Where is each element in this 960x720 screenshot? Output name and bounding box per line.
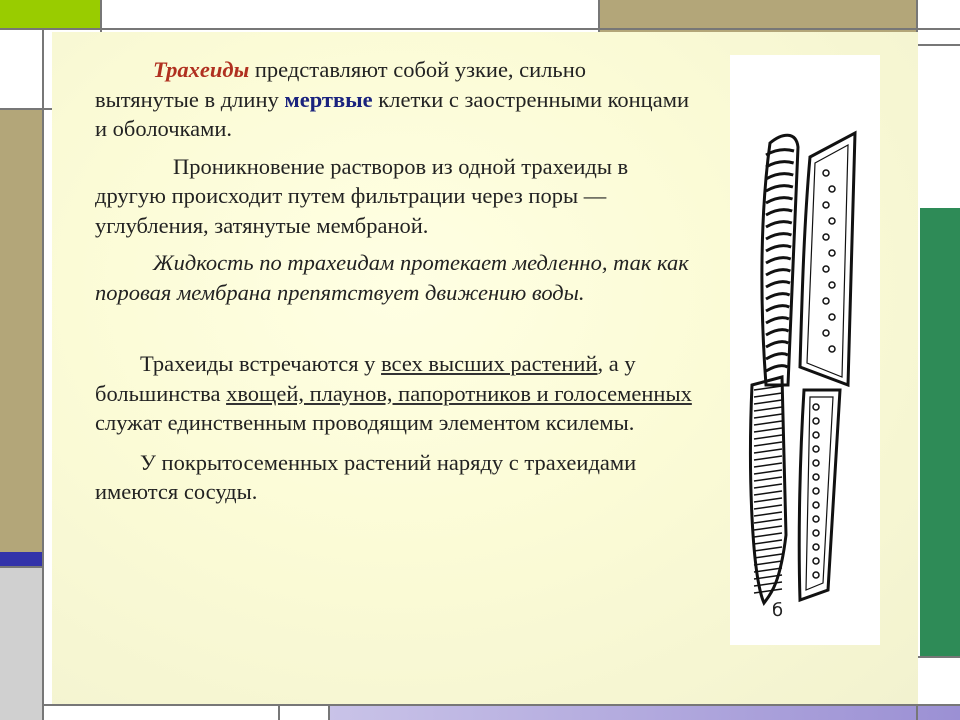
bordered-pit xyxy=(813,516,819,522)
scalariform-bar xyxy=(754,484,782,488)
term-tracheids: Трахеиды xyxy=(153,57,250,82)
tracheid-drawing xyxy=(730,55,880,645)
spiral-thickening xyxy=(766,366,788,371)
figure-label: б xyxy=(772,600,784,621)
spiral-thickening xyxy=(766,270,790,275)
definition-text-2: клетки с заостренными концами и оболочками. xyxy=(95,86,689,141)
bordered-pit xyxy=(829,218,835,224)
scalariform-bar xyxy=(754,477,782,481)
bordered-pit xyxy=(829,282,835,288)
scalariform-bar xyxy=(754,589,782,593)
paragraph-definition xyxy=(95,55,695,144)
bordered-pit xyxy=(813,502,819,508)
bordered-pit xyxy=(829,314,835,320)
decor-lilac-bottom xyxy=(330,706,960,720)
scalariform-bar xyxy=(754,421,782,425)
decor-green-top xyxy=(0,0,100,28)
bordered-pit xyxy=(813,432,819,438)
bordered-pit xyxy=(813,474,819,480)
scalariform-bar xyxy=(754,568,782,572)
scalariform-bar xyxy=(754,512,782,516)
bordered-pit xyxy=(813,530,819,536)
occurrence-text-1: Трахеиды встречаются у xyxy=(140,351,382,376)
scalariform-bar xyxy=(754,498,782,502)
scalariform-bar xyxy=(754,526,782,530)
spiral-thickening xyxy=(766,282,790,287)
scalariform-tracheid-lower xyxy=(751,377,787,603)
link-plant-groups[interactable]: хвощей, плаунов, папоротников и голосеменных xyxy=(226,380,692,406)
bordered-pit xyxy=(813,446,819,452)
bordered-pit xyxy=(813,558,819,564)
tracheid-illustration xyxy=(730,55,880,645)
scalariform-bar xyxy=(754,491,782,495)
bordered-pit xyxy=(813,418,819,424)
scalariform-bar xyxy=(754,463,782,467)
pitted-tracheid-upper xyxy=(800,133,855,385)
spiral-thickening xyxy=(766,162,794,167)
frame-line-bottom xyxy=(44,704,960,706)
bordered-pit xyxy=(829,186,835,192)
scalariform-bar xyxy=(754,428,782,432)
bordered-pit xyxy=(823,330,829,336)
frame-line-bottom-v2 xyxy=(328,704,330,720)
scalariform-bar xyxy=(754,561,782,565)
spiral-thickening xyxy=(766,306,789,311)
paragraph-vessels: У покрытосеменных растений наряду с трахеидами имеются сосуды. xyxy=(95,449,637,504)
paragraph-occurrence xyxy=(95,349,695,438)
bordered-pit xyxy=(823,298,829,304)
pitted-tracheid-lower xyxy=(799,390,840,600)
scalariform-bar xyxy=(754,393,782,397)
scalariform-bar xyxy=(754,470,782,474)
frame-line-left-lower xyxy=(0,566,44,568)
spiral-tracheid-upper xyxy=(762,135,798,385)
scalariform-bar xyxy=(754,505,782,509)
scalariform-bar xyxy=(754,456,782,460)
spiral-thickening xyxy=(766,342,788,347)
scalariform-bar xyxy=(754,533,782,537)
definition-text-1: представляют собой узкие, сильно вытянутые в длину xyxy=(95,57,586,112)
spiral-thickening xyxy=(766,318,789,323)
scalariform-bar xyxy=(754,547,782,551)
decor-blue-left xyxy=(0,552,42,566)
frame-line-left xyxy=(42,28,44,720)
bordered-pit xyxy=(829,346,835,352)
frame-line-top xyxy=(0,28,960,30)
paragraph-flow: Жидкость по трахеидам протекает медленно, так как поровая мембрана препятствует движению воды. xyxy=(95,250,689,305)
bordered-pit xyxy=(823,170,829,176)
spiral-thickening xyxy=(766,258,791,263)
scalariform-bar xyxy=(754,554,782,558)
spiral-thickening xyxy=(766,234,791,239)
occurrence-text-3: служат единственным проводящим элементом ксилемы. xyxy=(95,410,635,435)
bordered-pit xyxy=(813,488,819,494)
bordered-pit xyxy=(813,460,819,466)
bordered-pit xyxy=(823,266,829,272)
scalariform-bar xyxy=(754,400,782,404)
spiral-thickening xyxy=(766,174,793,179)
decor-gray-left xyxy=(0,566,42,720)
spiral-thickening xyxy=(766,186,793,191)
term-dead: мертвые xyxy=(284,86,373,112)
paragraph-penetration: Проникновение растворов из одной трахеиды в другую происходит путем фильтрации через поры — углубления, затянутые мембраной. xyxy=(95,153,629,238)
spiral-thickening xyxy=(766,354,788,359)
spiral-thickening xyxy=(766,198,793,203)
spiral-thickening xyxy=(766,246,791,251)
spiral-thickening xyxy=(766,330,789,335)
scalariform-bar xyxy=(754,435,782,439)
scalariform-bar xyxy=(754,407,782,411)
link-higher-plants[interactable]: всех высших растений xyxy=(381,351,598,376)
scalariform-bar xyxy=(754,449,782,453)
decor-olive-left xyxy=(0,110,42,552)
bordered-pit xyxy=(823,202,829,208)
scalariform-bar xyxy=(754,386,782,390)
bordered-pit xyxy=(813,572,819,578)
slide-text xyxy=(95,55,695,507)
decor-green-right xyxy=(920,208,960,656)
scalariform-bar xyxy=(754,442,782,446)
spiral-thickening xyxy=(766,210,792,215)
bordered-pit xyxy=(813,404,819,410)
spiral-thickening xyxy=(766,222,792,227)
bordered-pit xyxy=(829,250,835,256)
bordered-pit xyxy=(813,544,819,550)
occurrence-text-2: , а у большинства xyxy=(95,351,636,406)
spiral-thickening xyxy=(766,294,790,299)
scalariform-bar xyxy=(754,540,782,544)
bordered-pit xyxy=(823,234,829,240)
scalariform-bar xyxy=(754,519,782,523)
scalariform-bar xyxy=(754,414,782,418)
